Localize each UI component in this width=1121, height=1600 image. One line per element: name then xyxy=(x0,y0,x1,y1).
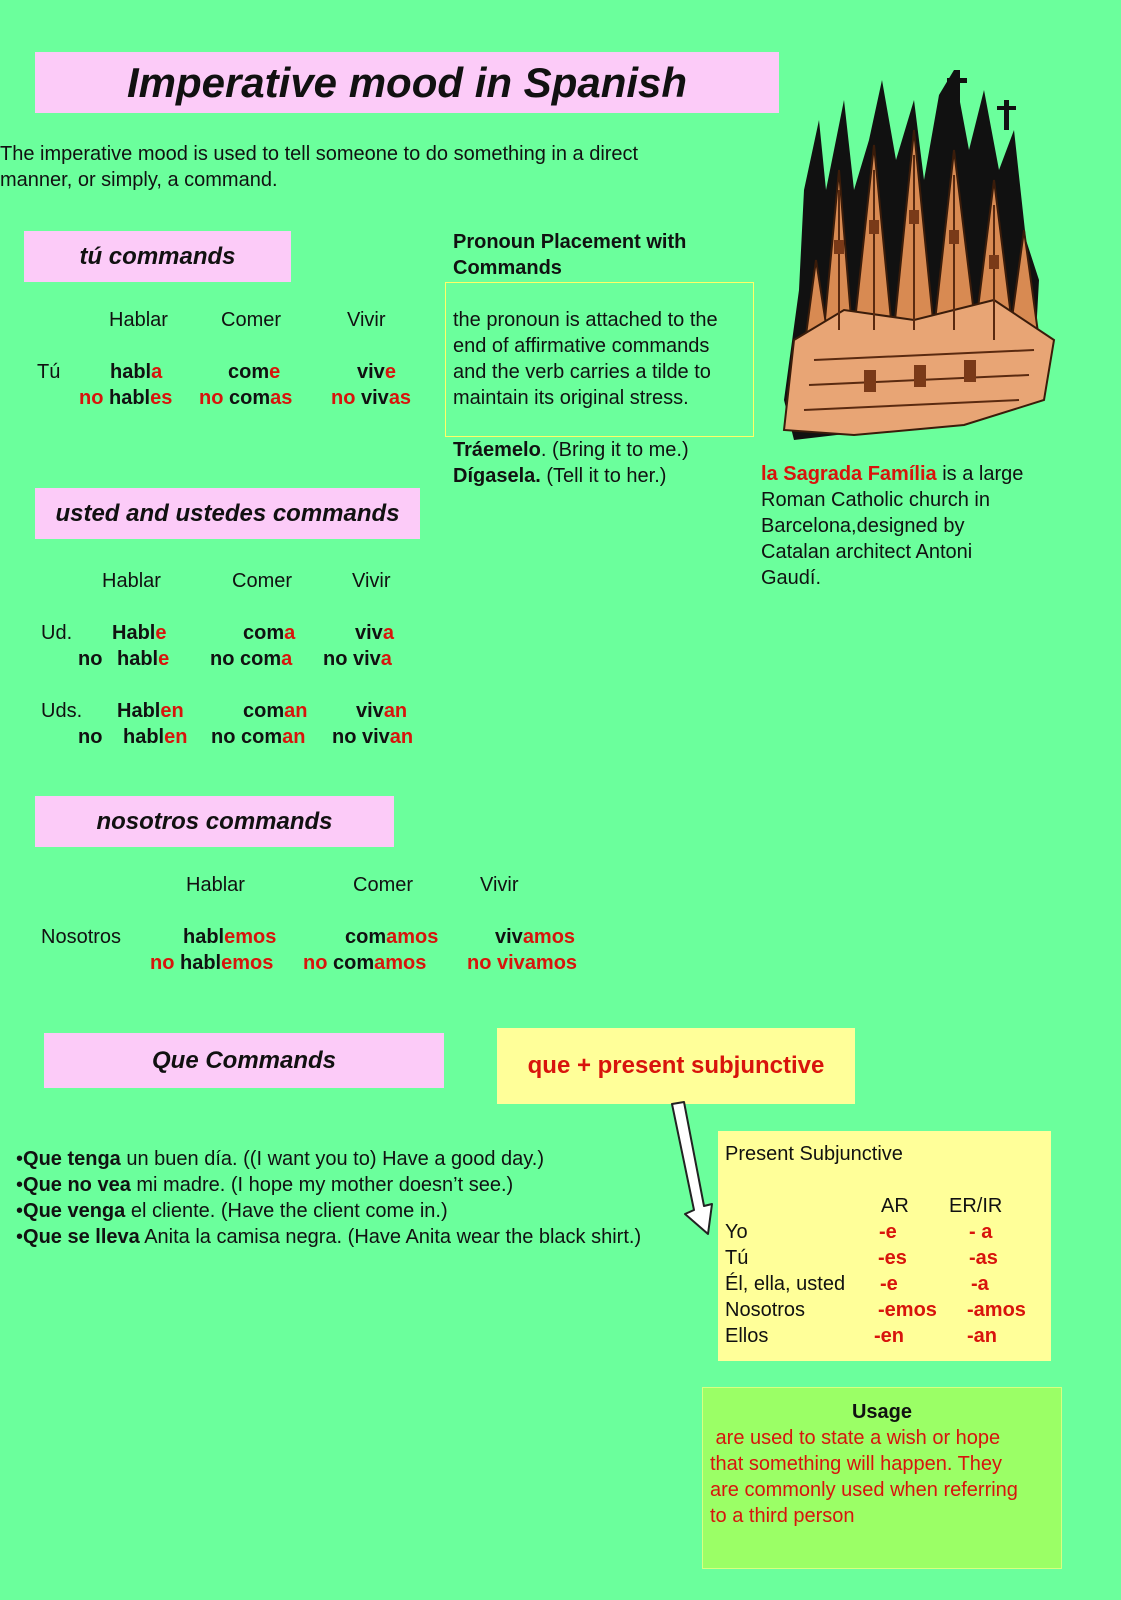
person-yo: Yo xyxy=(725,1221,748,1243)
nosotros-commands-heading: nosotros commands xyxy=(96,808,333,835)
usted-commands-heading: usted and ustedes commands xyxy=(55,500,400,527)
stem: viv xyxy=(497,952,525,974)
nosotros-neg-hablar xyxy=(150,950,273,976)
ending-erir: -amos xyxy=(967,1299,1026,1321)
pronoun-examples xyxy=(453,437,689,489)
ending: a xyxy=(281,648,293,670)
que-gloss: Anita la camisa negra. (Have Anita wear the black shirt.) xyxy=(139,1226,642,1248)
title-box xyxy=(35,52,779,113)
pronoun-rule-text xyxy=(453,307,753,411)
ending-ar: -es xyxy=(878,1247,907,1269)
ending-ar: -en xyxy=(874,1325,904,1347)
pronoun-example xyxy=(453,437,689,463)
nosotros-commands-heading-box xyxy=(35,796,394,847)
ending: emos xyxy=(221,952,274,974)
tu-commands-heading-box xyxy=(24,231,291,282)
nosotros-aff-comer xyxy=(345,924,438,950)
uds-neg-vivir xyxy=(332,724,413,750)
ending: es xyxy=(150,387,173,409)
intro-text xyxy=(0,141,760,193)
nosotros-verb-hablar: Hablar xyxy=(186,874,245,896)
tu-aff-hablar xyxy=(110,359,162,385)
image-caption xyxy=(761,461,1061,591)
tu-verb-vivir: Vivir xyxy=(347,309,386,331)
ending: an xyxy=(389,726,414,748)
nosotros-neg-vivir xyxy=(467,950,577,976)
caption-highlight: la Sagrada Família xyxy=(761,463,937,485)
stem: habl xyxy=(110,361,152,383)
caption-line: Roman Catholic church in xyxy=(761,489,990,511)
ending: e xyxy=(384,361,396,383)
uds-aff-vivir xyxy=(356,698,407,724)
usage-box xyxy=(702,1387,1062,1569)
stem: no com xyxy=(211,726,283,748)
nosotros-neg-comer xyxy=(303,950,426,976)
nosotros-person: Nosotros xyxy=(41,926,122,948)
ending: amos xyxy=(386,926,439,948)
stem: com xyxy=(228,361,270,383)
tu-neg-vivir xyxy=(331,385,411,411)
caption-line xyxy=(761,461,1061,487)
stem: viv xyxy=(495,926,523,948)
example-gloss: (Tell it to her.) xyxy=(540,465,667,487)
ending: a xyxy=(284,622,296,644)
bullet: • xyxy=(16,1148,24,1170)
ending: a xyxy=(380,648,392,670)
tu-aff-comer xyxy=(228,359,280,385)
stem: com xyxy=(243,622,285,644)
ending: amos xyxy=(522,926,576,948)
pronoun-example xyxy=(453,463,689,489)
tu-commands-heading: tú commands xyxy=(79,243,236,270)
stem: com xyxy=(333,952,375,974)
stem: com xyxy=(345,926,387,948)
ending: a xyxy=(382,622,394,644)
nosotros-verb-vivir: Vivir xyxy=(480,874,519,896)
ud-aff-hablar xyxy=(112,620,166,646)
stem: com xyxy=(243,700,285,722)
caption-line: Gaudí. xyxy=(761,567,822,589)
ending: an xyxy=(284,700,308,722)
bullet: • xyxy=(16,1226,24,1248)
ending-ar: -e xyxy=(880,1273,898,1295)
pronoun-rule-line: and the verb carries a tilde to xyxy=(453,361,711,383)
que-phrase: Que se lleva xyxy=(23,1226,140,1248)
person-el: Él, ella, usted xyxy=(725,1273,846,1295)
ending: emos xyxy=(224,926,277,948)
ending-erir: -a xyxy=(971,1273,989,1295)
que-formula-box xyxy=(497,1028,855,1104)
nosotros-aff-vivir xyxy=(495,924,575,950)
ending: e xyxy=(155,622,167,644)
page-title: Imperative mood in Spanish xyxy=(126,59,688,106)
que-example xyxy=(16,1146,716,1172)
stem: viv xyxy=(357,361,385,383)
ending: amos xyxy=(524,952,578,974)
que-examples xyxy=(16,1146,716,1250)
pronoun-rule-line: maintain its original stress. xyxy=(453,387,689,409)
ud-neg-comer xyxy=(210,646,292,672)
que-example xyxy=(16,1224,716,1250)
uds-neg-no: no xyxy=(78,726,103,748)
col-erir-header: ER/IR xyxy=(949,1195,1003,1217)
uds-aff-hablar xyxy=(117,698,184,724)
usage-line: are used to state a wish or hope xyxy=(710,1427,1001,1449)
person-nosotros: Nosotros xyxy=(725,1299,806,1321)
intro-line: The imperative mood is used to tell someone to do something in a direct xyxy=(0,143,639,165)
stem: habl xyxy=(180,952,222,974)
ending: a xyxy=(151,361,163,383)
que-commands-heading-box xyxy=(44,1033,444,1088)
que-gloss: el cliente. (Have the client come in.) xyxy=(125,1200,448,1222)
person-ellos: Ellos xyxy=(725,1325,769,1347)
que-gloss: mi madre. (I hope my mother doesn’t see.) xyxy=(130,1174,514,1196)
tu-verb-hablar: Hablar xyxy=(109,309,168,331)
uds-neg-hablar xyxy=(123,724,187,750)
stem: com xyxy=(229,387,271,409)
pronoun-rule-line: end of affirmative commands xyxy=(453,335,710,357)
que-example xyxy=(16,1198,716,1224)
ud-neg-no: no xyxy=(78,648,103,670)
tu-person: Tú xyxy=(37,361,61,383)
usted-verb-comer: Comer xyxy=(232,570,293,592)
ud-label: Ud. xyxy=(41,622,73,644)
usage-text xyxy=(703,1425,1061,1529)
tu-neg-comer xyxy=(199,385,292,411)
sagrada-familia-icon xyxy=(764,40,1064,445)
ud-neg-hablar xyxy=(117,646,169,672)
no: no xyxy=(150,952,175,974)
usted-commands-heading-box xyxy=(35,488,420,539)
ud-neg-vivir xyxy=(323,646,392,672)
ending-ar: -emos xyxy=(878,1299,937,1321)
no: no xyxy=(331,387,356,409)
stem: habl xyxy=(109,387,151,409)
person-tu: Tú xyxy=(725,1247,749,1269)
ending: e xyxy=(158,648,170,670)
que-commands-heading: Que Commands xyxy=(151,1047,337,1074)
ending: en xyxy=(164,726,188,748)
example-gloss: . (Bring it to me.) xyxy=(540,439,689,461)
ending-erir: - a xyxy=(969,1221,993,1243)
ending-erir: -as xyxy=(969,1247,998,1269)
no: no xyxy=(199,387,224,409)
nosotros-aff-hablar xyxy=(183,924,276,950)
stem: no viv xyxy=(332,726,390,748)
ending: as xyxy=(270,387,293,409)
stem: habl xyxy=(117,648,159,670)
stem: no viv xyxy=(323,648,381,670)
example-verb: Dígasela. xyxy=(453,465,541,487)
no: no xyxy=(303,952,328,974)
que-phrase: Que venga xyxy=(23,1200,126,1222)
usted-verb-hablar: Hablar xyxy=(102,570,161,592)
intro-line: manner, or simply, a command. xyxy=(0,169,278,191)
bullet: • xyxy=(16,1200,24,1222)
pronoun-heading-line: Commands xyxy=(453,257,562,279)
usage-line: to a third person xyxy=(710,1505,855,1527)
usage-line: that something will happen. They xyxy=(710,1453,1003,1475)
nosotros-verb-comer: Comer xyxy=(353,874,414,896)
caption-text: is a large xyxy=(936,463,1024,485)
pronoun-rule-line: the pronoun is attached to the xyxy=(453,309,718,331)
usted-verb-vivir: Vivir xyxy=(352,570,391,592)
stem: Habl xyxy=(117,700,161,722)
caption-line: Barcelona,designed by xyxy=(761,515,965,537)
que-phrase: Que tenga xyxy=(23,1148,121,1170)
usage-title: Usage xyxy=(851,1401,913,1423)
ending-ar: -e xyxy=(879,1221,897,1243)
usage-line: are commonly used when referring xyxy=(710,1479,1018,1501)
col-ar-header: AR xyxy=(881,1195,909,1217)
stem: habl xyxy=(183,926,225,948)
ending-erir: -an xyxy=(967,1325,997,1347)
pronoun-heading-line: Pronoun Placement with xyxy=(453,231,687,253)
ending: en xyxy=(160,700,184,722)
ending: an xyxy=(282,726,306,748)
subjunctive-table xyxy=(718,1131,1051,1361)
stem: viv xyxy=(361,387,389,409)
pronoun-heading xyxy=(453,229,686,281)
ud-aff-comer xyxy=(243,620,295,646)
bullet: • xyxy=(16,1174,24,1196)
uds-label: Uds. xyxy=(41,700,83,722)
ending: as xyxy=(388,387,412,409)
que-formula: que + present subjunctive xyxy=(527,1052,825,1079)
uds-aff-comer xyxy=(243,698,307,724)
stem: no com xyxy=(210,648,282,670)
tu-verb-comer: Comer xyxy=(221,309,282,331)
tu-aff-vivir xyxy=(357,359,396,385)
stem: habl xyxy=(123,726,165,748)
ending: e xyxy=(269,361,281,383)
no: no xyxy=(467,952,492,974)
ending: an xyxy=(383,700,408,722)
ending: amos xyxy=(374,952,427,974)
subjunctive-title: Present Subjunctive xyxy=(725,1143,903,1165)
tu-neg-hablar xyxy=(79,385,172,411)
ud-aff-vivir xyxy=(355,620,394,646)
stem: viv xyxy=(355,622,383,644)
que-example xyxy=(16,1172,716,1198)
no: no xyxy=(79,387,104,409)
example-verb: Tráemelo xyxy=(453,439,541,461)
que-gloss: un buen día. ((I want you to) Have a good day.) xyxy=(120,1148,545,1170)
uds-neg-comer xyxy=(211,724,305,750)
caption-line: Catalan architect Antoni xyxy=(761,541,973,563)
stem: Habl xyxy=(112,622,156,644)
que-phrase: Que no vea xyxy=(23,1174,131,1196)
stem: viv xyxy=(356,700,384,722)
